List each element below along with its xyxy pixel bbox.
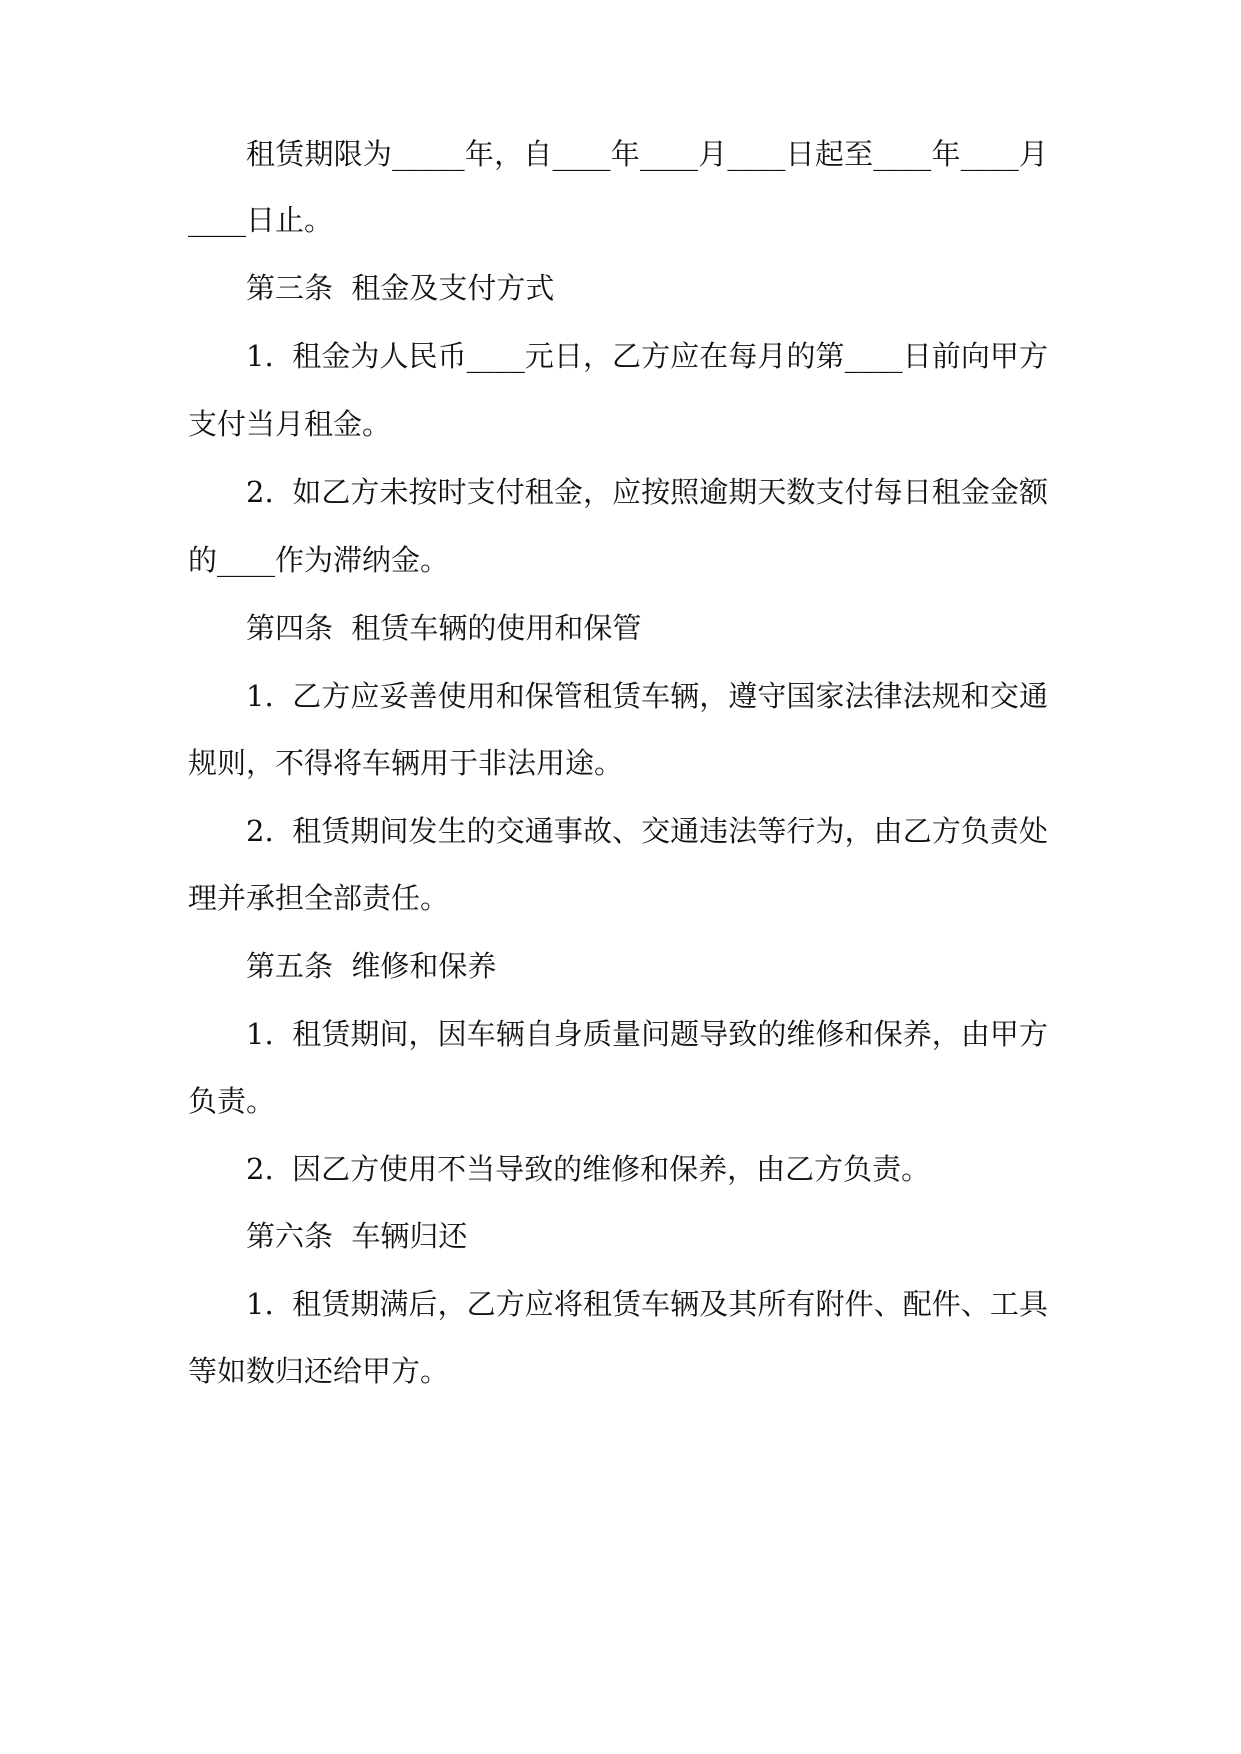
article-6-clause-1-line-1: 1. 租赁期满后，乙方应将租赁车辆及其所有附件、配件、工具 (246, 1287, 1048, 1321)
article-3-clause-1-line-2: 支付当月租金。 (188, 407, 392, 441)
article-5-clause-1-line-2: 负责。 (188, 1084, 276, 1118)
article-3-clause-2-line-2: 的____作为滞纳金。 (188, 543, 450, 577)
article-6-heading: 第六条 车辆归还 (246, 1219, 468, 1253)
article-3-clause-1-line-1: 1. 租金为人民币____元日，乙方应在每月的第____日前向甲方 (246, 339, 1048, 373)
article-4-clause-1-line-2: 规则，不得将车辆用于非法用途。 (188, 746, 624, 780)
article-3-heading: 第三条 租金及支付方式 (246, 271, 555, 305)
article-5-clause-1-line-1: 1. 租赁期间，因车辆自身质量问题导致的维修和保养，由甲方 (246, 1017, 1048, 1051)
article-4-clause-2-line-1: 2. 租赁期间发生的交通事故、交通违法等行为，由乙方负责处 (246, 814, 1048, 848)
article-5-heading: 第五条 维修和保养 (246, 949, 497, 983)
article-4-clause-2-line-2: 理并承担全部责任。 (188, 881, 450, 915)
article-5-clause-2: 2. 因乙方使用不当导致的维修和保养，由乙方负责。 (246, 1152, 931, 1186)
article-6-clause-1-line-2: 等如数归还给甲方。 (188, 1354, 450, 1388)
article-4-heading: 第四条 租赁车辆的使用和保管 (246, 611, 642, 645)
lease-term-line-2: ____日止。 (188, 203, 334, 237)
lease-term-line-1: 租赁期限为_____年，自____年____月____日起至____年____月 (246, 137, 1048, 171)
article-4-clause-1-line-1: 1. 乙方应妥善使用和保管租赁车辆，遵守国家法律法规和交通 (246, 679, 1048, 713)
article-3-clause-2-line-1: 2. 如乙方未按时支付租金，应按照逾期天数支付每日租金金额 (246, 475, 1048, 509)
